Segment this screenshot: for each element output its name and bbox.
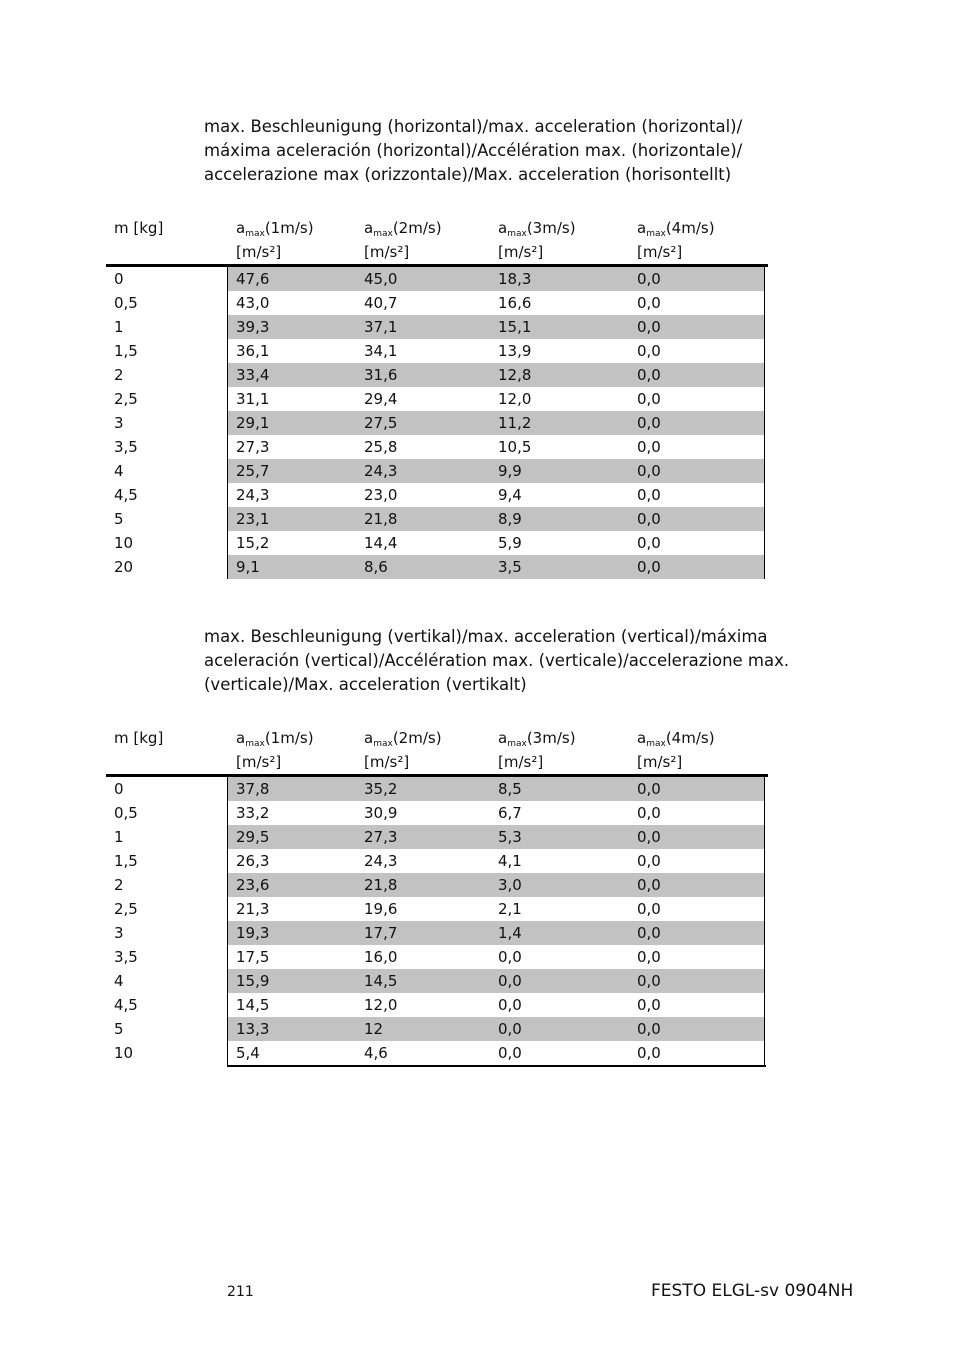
amax-1-cell: 37,8 xyxy=(236,780,270,798)
amax-1-cell: 31,1 xyxy=(236,390,270,408)
amax-2-cell: 19,6 xyxy=(364,900,398,918)
table-row xyxy=(106,849,768,873)
amax-4-cell: 0,0 xyxy=(637,780,661,798)
mass-cell: 3,5 xyxy=(114,438,138,456)
header-mass: m [kg] xyxy=(114,219,164,237)
mass-cell: 4,5 xyxy=(114,996,138,1014)
table-row xyxy=(106,411,768,435)
table-row xyxy=(106,945,768,969)
amax-2-cell: 30,9 xyxy=(364,804,398,822)
row-shading xyxy=(227,411,765,435)
amax-4-cell: 0,0 xyxy=(637,1044,661,1062)
amax-1-cell: 33,4 xyxy=(236,366,270,384)
horizontal-acceleration-table xyxy=(106,218,768,579)
table-row xyxy=(106,435,768,459)
table-row xyxy=(106,993,768,1017)
row-shading xyxy=(227,897,765,921)
amax-2-cell: 24,3 xyxy=(364,852,398,870)
table-row xyxy=(106,267,768,291)
amax-1-cell: 23,6 xyxy=(236,876,270,894)
row-shading xyxy=(227,339,765,363)
amax-4-cell: 0,0 xyxy=(637,1020,661,1038)
amax-3-cell: 0,0 xyxy=(498,996,522,1014)
amax-4-cell: 0,0 xyxy=(637,852,661,870)
amax-3-cell: 12,8 xyxy=(498,366,532,384)
amax-4-cell: 0,0 xyxy=(637,534,661,552)
table-header xyxy=(106,218,768,264)
amax-2-cell: 45,0 xyxy=(364,270,398,288)
mass-cell: 10 xyxy=(114,1044,134,1062)
amax-2-cell: 8,6 xyxy=(364,558,388,576)
amax-3-cell: 3,5 xyxy=(498,558,522,576)
row-shading xyxy=(227,1017,765,1041)
title-line: max. Beschleunigung (horizontal)/max. acceleration (horizontal)/ xyxy=(204,117,743,136)
amax-4-cell: 0,0 xyxy=(637,366,661,384)
mass-cell: 3 xyxy=(114,414,124,432)
amax-2-cell: 21,8 xyxy=(364,876,398,894)
mass-cell: 10 xyxy=(114,534,134,552)
title-line: máxima aceleración (horizontal)/Accélération max. (horizontale)/ xyxy=(204,141,743,160)
header-amax-3: $a_{max}(3m/s)$ [m/s²] xyxy=(498,729,576,771)
row-shading xyxy=(227,1041,765,1065)
amax-4-cell: 0,0 xyxy=(637,828,661,846)
amax-1-cell: 15,9 xyxy=(236,972,270,990)
header-amax-2: $a_{max}(2m/s)$ [m/s²] xyxy=(364,729,442,771)
amax-2-cell: 16,0 xyxy=(364,948,398,966)
table-row xyxy=(106,1017,768,1041)
amax-3-cell: 6,7 xyxy=(498,804,522,822)
amax-3-cell: 18,3 xyxy=(498,270,532,288)
table-row xyxy=(106,921,768,945)
row-shading xyxy=(227,363,765,387)
amax-3-cell: 0,0 xyxy=(498,1020,522,1038)
amax-4-cell: 0,0 xyxy=(637,804,661,822)
amax-4-cell: 0,0 xyxy=(637,948,661,966)
mass-cell: 5 xyxy=(114,1020,124,1038)
amax-3-cell: 5,9 xyxy=(498,534,522,552)
amax-1-cell: 26,3 xyxy=(236,852,270,870)
mass-cell: 0 xyxy=(114,270,124,288)
amax-3-cell: 9,4 xyxy=(498,486,522,504)
mass-cell: 2,5 xyxy=(114,390,138,408)
amax-1-cell: 29,5 xyxy=(236,828,270,846)
table-row xyxy=(106,291,768,315)
amax-1-cell: 23,1 xyxy=(236,510,270,528)
table-body xyxy=(106,777,768,1065)
amax-1-cell: 21,3 xyxy=(236,900,270,918)
mass-cell: 4 xyxy=(114,972,124,990)
amax-4-cell: 0,0 xyxy=(637,462,661,480)
amax-4-cell: 0,0 xyxy=(637,510,661,528)
row-shading xyxy=(227,921,765,945)
amax-2-cell: 29,4 xyxy=(364,390,398,408)
table-row xyxy=(106,969,768,993)
vertical-acceleration-title xyxy=(204,625,790,697)
amax-4-cell: 0,0 xyxy=(637,900,661,918)
amax-4-cell: 0,0 xyxy=(637,486,661,504)
amax-2-cell: 14,5 xyxy=(364,972,398,990)
amax-2-cell: 27,5 xyxy=(364,414,398,432)
row-shading xyxy=(227,531,765,555)
amax-1-cell: 5,4 xyxy=(236,1044,260,1062)
amax-1-cell: 25,7 xyxy=(236,462,270,480)
row-shading xyxy=(227,873,765,897)
title-line: (verticale)/Max. acceleration (vertikalt) xyxy=(204,675,527,694)
table-row xyxy=(106,387,768,411)
mass-cell: 0 xyxy=(114,780,124,798)
amax-4-cell: 0,0 xyxy=(637,294,661,312)
amax-3-cell: 8,5 xyxy=(498,780,522,798)
amax-2-cell: 40,7 xyxy=(364,294,398,312)
amax-2-cell: 17,7 xyxy=(364,924,398,942)
table-row xyxy=(106,483,768,507)
amax-4-cell: 0,0 xyxy=(637,972,661,990)
amax-3-cell: 2,1 xyxy=(498,900,522,918)
amax-4-cell: 0,0 xyxy=(637,996,661,1014)
row-shading xyxy=(227,291,765,315)
amax-1-cell: 9,1 xyxy=(236,558,260,576)
row-shading xyxy=(227,777,765,801)
amax-3-cell: 0,0 xyxy=(498,948,522,966)
amax-1-cell: 13,3 xyxy=(236,1020,270,1038)
mass-cell: 1 xyxy=(114,828,124,846)
amax-3-cell: 0,0 xyxy=(498,972,522,990)
amax-1-cell: 29,1 xyxy=(236,414,270,432)
mass-cell: 3,5 xyxy=(114,948,138,966)
row-shading xyxy=(227,435,765,459)
mass-cell: 2 xyxy=(114,366,124,384)
mass-cell: 2,5 xyxy=(114,900,138,918)
table-body xyxy=(106,267,768,579)
amax-3-cell: 9,9 xyxy=(498,462,522,480)
row-shading xyxy=(227,849,765,873)
amax-1-cell: 27,3 xyxy=(236,438,270,456)
table-row xyxy=(106,555,768,579)
mass-cell: 4 xyxy=(114,462,124,480)
table-row xyxy=(106,363,768,387)
table-bottom-rule xyxy=(227,1065,766,1067)
header-amax-4: $a_{max}(4m/s)$ [m/s²] xyxy=(637,219,715,261)
amax-1-cell: 19,3 xyxy=(236,924,270,942)
column-border xyxy=(764,777,765,1065)
amax-3-cell: 16,6 xyxy=(498,294,532,312)
amax-3-cell: 10,5 xyxy=(498,438,532,456)
header-amax-1: $a_{max}(1m/s)$ [m/s²] xyxy=(236,219,314,261)
table-row xyxy=(106,825,768,849)
header-amax-1: $a_{max}(1m/s)$ [m/s²] xyxy=(236,729,314,771)
row-shading xyxy=(227,387,765,411)
table-row xyxy=(106,339,768,363)
amax-3-cell: 11,2 xyxy=(498,414,532,432)
amax-4-cell: 0,0 xyxy=(637,438,661,456)
title-line: max. Beschleunigung (vertikal)/max. acceleration (vertical)/máxima xyxy=(204,627,768,646)
mass-cell: 0,5 xyxy=(114,294,138,312)
header-amax-3: $a_{max}(3m/s)$ [m/s²] xyxy=(498,219,576,261)
mass-cell: 20 xyxy=(114,558,134,576)
amax-1-cell: 14,5 xyxy=(236,996,270,1014)
amax-3-cell: 8,9 xyxy=(498,510,522,528)
amax-2-cell: 21,8 xyxy=(364,510,398,528)
amax-4-cell: 0,0 xyxy=(637,342,661,360)
table-row xyxy=(106,1041,768,1065)
amax-1-cell: 36,1 xyxy=(236,342,270,360)
header-amax-2: $a_{max}(2m/s)$ [m/s²] xyxy=(364,219,442,261)
amax-4-cell: 0,0 xyxy=(637,414,661,432)
amax-3-cell: 13,9 xyxy=(498,342,532,360)
amax-2-cell: 23,0 xyxy=(364,486,398,504)
table-row xyxy=(106,897,768,921)
mass-cell: 3 xyxy=(114,924,124,942)
mass-cell: 2 xyxy=(114,876,124,894)
amax-1-cell: 24,3 xyxy=(236,486,270,504)
amax-2-cell: 37,1 xyxy=(364,318,398,336)
table-header xyxy=(106,728,768,774)
amax-1-cell: 15,2 xyxy=(236,534,270,552)
row-shading xyxy=(227,945,765,969)
amax-1-cell: 17,5 xyxy=(236,948,270,966)
amax-2-cell: 34,1 xyxy=(364,342,398,360)
row-shading xyxy=(227,507,765,531)
header-amax-4: $a_{max}(4m/s)$ [m/s²] xyxy=(637,729,715,771)
amax-2-cell: 12,0 xyxy=(364,996,398,1014)
amax-1-cell: 43,0 xyxy=(236,294,270,312)
table-row xyxy=(106,777,768,801)
table-row xyxy=(106,459,768,483)
amax-4-cell: 0,0 xyxy=(637,318,661,336)
amax-3-cell: 1,4 xyxy=(498,924,522,942)
column-border xyxy=(227,267,228,579)
row-shading xyxy=(227,315,765,339)
amax-1-cell: 39,3 xyxy=(236,318,270,336)
vertical-acceleration-table xyxy=(106,728,768,1065)
amax-4-cell: 0,0 xyxy=(637,876,661,894)
amax-3-cell: 12,0 xyxy=(498,390,532,408)
amax-2-cell: 35,2 xyxy=(364,780,398,798)
mass-cell: 1 xyxy=(114,318,124,336)
row-shading xyxy=(227,459,765,483)
table-row xyxy=(106,507,768,531)
table-row xyxy=(106,873,768,897)
table-row xyxy=(106,801,768,825)
amax-2-cell: 4,6 xyxy=(364,1044,388,1062)
amax-3-cell: 5,3 xyxy=(498,828,522,846)
row-shading xyxy=(227,555,765,579)
amax-4-cell: 0,0 xyxy=(637,558,661,576)
horizontal-acceleration-title xyxy=(204,115,784,187)
mass-cell: 1,5 xyxy=(114,852,138,870)
amax-2-cell: 25,8 xyxy=(364,438,398,456)
mass-cell: 1,5 xyxy=(114,342,138,360)
title-line: accelerazione max (orizzontale)/Max. acceleration (horisontellt) xyxy=(204,165,732,184)
amax-3-cell: 4,1 xyxy=(498,852,522,870)
row-shading xyxy=(227,267,765,291)
table-row xyxy=(106,531,768,555)
mass-cell: 4,5 xyxy=(114,486,138,504)
row-shading xyxy=(227,483,765,507)
table-row xyxy=(106,315,768,339)
column-border xyxy=(227,777,228,1065)
amax-2-cell: 14,4 xyxy=(364,534,398,552)
amax-1-cell: 33,2 xyxy=(236,804,270,822)
amax-3-cell: 15,1 xyxy=(498,318,532,336)
row-shading xyxy=(227,993,765,1017)
header-mass: m [kg] xyxy=(114,729,164,747)
row-shading xyxy=(227,801,765,825)
amax-3-cell: 0,0 xyxy=(498,1044,522,1062)
amax-2-cell: 27,3 xyxy=(364,828,398,846)
amax-2-cell: 31,6 xyxy=(364,366,398,384)
column-border xyxy=(764,267,765,579)
row-shading xyxy=(227,825,765,849)
mass-cell: 0,5 xyxy=(114,804,138,822)
title-line: aceleración (vertical)/Accélération max. (verticale)/accelerazione max. xyxy=(204,651,790,670)
row-shading xyxy=(227,969,765,993)
amax-4-cell: 0,0 xyxy=(637,270,661,288)
amax-4-cell: 0,0 xyxy=(637,390,661,408)
amax-1-cell: 47,6 xyxy=(236,270,270,288)
amax-4-cell: 0,0 xyxy=(637,924,661,942)
amax-2-cell: 24,3 xyxy=(364,462,398,480)
amax-2-cell: 12 xyxy=(364,1020,384,1038)
document-id: FESTO ELGL-sv 0904NH xyxy=(651,1281,854,1301)
mass-cell: 5 xyxy=(114,510,124,528)
page-number: 211 xyxy=(227,1284,254,1300)
amax-3-cell: 3,0 xyxy=(498,876,522,894)
